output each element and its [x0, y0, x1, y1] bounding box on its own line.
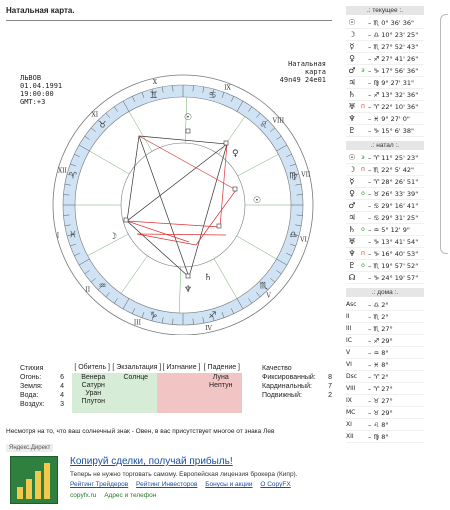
zodiac-sign-glyph: ♈ — [68, 171, 77, 182]
dom-glyph: IC — [346, 337, 352, 344]
element-stats — [20, 364, 64, 409]
dom-row — [346, 395, 424, 407]
zodiac-sign-glyph: ♉ — [98, 120, 107, 131]
house-number: VI — [300, 236, 307, 244]
natal-row — [346, 176, 424, 188]
dom-degree: – ♐ 29° — [368, 336, 393, 345]
current-glyph: ♀ — [349, 54, 355, 63]
dom-row — [346, 335, 424, 347]
current-header: .: текущее :. — [346, 6, 424, 15]
natal-glyph: ☉ — [348, 153, 356, 162]
ad-text: Теперь не нужно торговать самому. Европейская лицензия брокера (Кипр). — [70, 471, 298, 478]
zodiac-sign-glyph: ♊ — [149, 90, 158, 101]
dom-glyph: XI — [346, 421, 352, 428]
natal-row — [346, 248, 424, 260]
current-degree: – ♈ 22° 10' 36" — [368, 102, 419, 111]
svg-text:♄: ♄ — [204, 273, 213, 283]
natal-header: .: натал :. — [346, 141, 424, 150]
dom-degree: – ♎ 2° — [368, 300, 389, 309]
house-number: II — [85, 286, 91, 294]
current-degree: – ♐ 13° 32' 36" — [368, 90, 419, 99]
dom-row — [346, 371, 424, 383]
current-glyph: ♆ — [348, 114, 356, 123]
current-marker: э — [361, 67, 365, 74]
natal-degree: – ♏ 19° 57' 52" — [368, 261, 419, 270]
natal-marker: о — [361, 226, 365, 233]
ad-block[interactable] — [6, 444, 332, 508]
current-degree: – ♍ 9° 27' 31" — [368, 78, 415, 87]
house-number: VIII — [272, 117, 285, 125]
rulership-column: Венера Сатурн Уран Плутон — [72, 373, 115, 413]
birth-city: ЛЬВОВ — [20, 74, 42, 82]
svg-text:♀: ♀ — [232, 149, 239, 159]
natal-glyph: ♂ — [348, 201, 356, 210]
current-degree: – ♑ 15° 6' 38" — [368, 126, 415, 135]
title-divider — [6, 20, 332, 21]
dom-row — [346, 419, 424, 431]
current-degree: – ♓ 9° 27' 0" — [368, 114, 410, 123]
current-positions — [346, 17, 424, 137]
chart-caption-coords: 49n49 24e01 — [279, 76, 326, 84]
house-number: VII — [301, 171, 311, 179]
ad-link[interactable]: Бонусы и акции — [205, 481, 253, 488]
current-glyph: ☽ — [348, 30, 356, 39]
birth-time: 19:00:00 — [20, 90, 54, 98]
natal-marker: п — [361, 250, 365, 257]
dom-glyph: IX — [346, 397, 352, 404]
zodiac-sign-glyph: ♑ — [149, 311, 158, 322]
stat-row: Огонь: 6 — [20, 374, 64, 381]
dom-row — [346, 407, 424, 419]
natal-degree: – ♒ 5° 12' 9" — [368, 225, 410, 234]
stat-row: Вода: 4 — [20, 392, 64, 399]
natal-degree: – ♈ 11° 25' 23" — [368, 153, 419, 162]
dom-row — [346, 311, 424, 323]
current-row — [346, 101, 424, 113]
natal-row — [346, 272, 424, 284]
natal-marker: о — [361, 262, 365, 269]
zodiac-sign-glyph: ♌ — [259, 120, 268, 131]
ad-footer — [70, 492, 162, 499]
chart-caption-title: Натальная карта — [288, 60, 326, 76]
dom-row — [346, 347, 424, 359]
birth-tz: GMT:+3 — [20, 98, 46, 106]
house-number: III — [133, 319, 141, 327]
natal-glyph: ♀ — [349, 189, 355, 198]
dom-glyph: III — [346, 325, 352, 332]
current-row — [346, 65, 424, 77]
header-fall: [ Падение ] — [203, 364, 241, 371]
current-row — [346, 41, 424, 53]
dom-degree: – ♏ 2° — [368, 312, 389, 321]
ad-label[interactable]: Яндекс.Директ — [6, 444, 53, 452]
dom-degree: – ♓ 8° — [368, 360, 389, 369]
zodiac-sign-glyph: ♒ — [98, 281, 107, 292]
current-degree: – ♏ 0° 36' 36" — [368, 18, 415, 27]
dom-row — [346, 323, 424, 335]
natal-glyph: ☊ — [348, 273, 356, 282]
natal-row — [346, 260, 424, 272]
dom-glyph: VIII — [346, 385, 356, 392]
ad-link[interactable]: О CopyFX — [260, 481, 291, 488]
header-rulership: [ Обитель ] — [74, 364, 110, 371]
dom-degree: – ♈ 2° — [368, 372, 389, 381]
ad-thumbnail[interactable] — [10, 456, 58, 504]
natal-degree: – ♑ 13° 41' 54" — [368, 237, 419, 246]
current-row — [346, 89, 424, 101]
natal-row — [346, 164, 424, 176]
house-number: IX — [224, 84, 231, 92]
current-glyph: ♅ — [348, 102, 356, 111]
natal-glyph: ☿ — [349, 177, 355, 186]
dom-degree: – ♌ 8° — [368, 420, 389, 429]
birth-info — [20, 74, 62, 106]
natal-glyph: ♅ — [348, 237, 356, 246]
current-degree: – ♑ 17° 56' 36" — [368, 66, 419, 75]
zodiac-sign-glyph: ♎ — [289, 230, 298, 241]
dom-glyph: VI — [346, 361, 352, 368]
dom-degree: – ♏ 27° — [368, 324, 393, 333]
natal-row — [346, 224, 424, 236]
element-stats-header: Стихия — [20, 365, 44, 372]
dom-degree: – ♉ 29° — [368, 408, 393, 417]
zodiac-sign-glyph: ♓ — [68, 230, 77, 241]
current-marker: п — [361, 103, 365, 110]
chart-caption — [264, 60, 326, 84]
current-glyph: ♇ — [348, 126, 356, 135]
current-row — [346, 113, 424, 125]
dom-degree: – ♒ 8° — [368, 348, 389, 357]
dignity-headers — [72, 364, 242, 371]
current-glyph: ☉ — [348, 18, 356, 27]
quality-stats — [262, 364, 332, 400]
svg-text:☽: ☽ — [109, 232, 118, 242]
dom-glyph: V — [346, 349, 351, 356]
dom-row — [346, 383, 424, 395]
house-number: XI — [91, 111, 99, 119]
quality-row: Фиксированный: 8 — [262, 374, 332, 381]
zodiac-sign-glyph: ♐ — [208, 311, 217, 322]
stat-row: Воздух: 3 — [20, 401, 64, 408]
header-exaltation: [ Экзальтация ] — [112, 364, 162, 371]
dom-glyph: Dsc — [346, 373, 358, 380]
natal-marker: э — [361, 154, 365, 161]
natal-degree: – ♏ 22° 5' 42" — [368, 165, 415, 174]
dom-glyph: II — [346, 313, 350, 320]
ad-link[interactable]: Рейтинг Инвесторов — [136, 481, 198, 488]
dom-degree: – ♍ 8° — [368, 432, 389, 441]
dom-glyph: XII — [346, 433, 354, 440]
house-number: XII — [57, 167, 67, 175]
natal-row — [346, 188, 424, 200]
side-panel-edge — [440, 14, 448, 254]
fall-column: Луна Нептун — [200, 373, 243, 413]
house-number: X — [152, 78, 158, 86]
svg-text:☉: ☉ — [184, 113, 193, 123]
natal-glyph: ♄ — [348, 225, 356, 234]
zodiac-sign-glyph: ♏ — [259, 281, 268, 292]
natal-glyph: ♇ — [348, 261, 356, 270]
natal-row — [346, 212, 424, 224]
quality-header: Качество — [262, 365, 292, 372]
houses-header: .: дома :. — [346, 288, 424, 297]
house-number: IV — [205, 325, 212, 333]
natal-glyph: ♆ — [348, 249, 356, 258]
current-glyph: ♂ — [348, 66, 356, 75]
dom-degree: – ♈ 27° — [368, 384, 393, 393]
detriment-column — [157, 373, 200, 413]
dom-row — [346, 359, 424, 371]
natal-positions — [346, 152, 424, 284]
natal-row — [346, 200, 424, 212]
exaltation-column: Солнце — [115, 373, 158, 413]
natal-marker: о — [361, 190, 365, 197]
natal-marker: п — [361, 166, 365, 173]
dom-glyph: Asc — [346, 301, 357, 308]
house-positions — [346, 299, 424, 443]
svg-text:☉: ☉ — [253, 196, 262, 206]
current-degree: – ♐ 27° 41' 26" — [368, 54, 419, 63]
natal-chart — [6, 30, 326, 335]
header-detriment: [ Изгнание ] — [162, 364, 201, 371]
quality-row: Подвижный: 2 — [262, 392, 332, 399]
natal-degree: – ♋ 29° 31' 25" — [368, 213, 419, 222]
dom-degree: – ♉ 27° — [368, 396, 393, 405]
current-degree: – ♎ 10° 23' 25" — [368, 30, 419, 39]
natal-degree: – ♋ 29° 16' 41" — [368, 201, 419, 210]
page-title: Натальная карта. — [6, 6, 75, 15]
current-glyph: ♄ — [348, 90, 356, 99]
sign-note: Несмотря на то, что ваш солнечный знак - Овен, в вас присутствует многое от знака Лев — [6, 428, 275, 435]
zodiac-sign-glyph: ♍ — [289, 171, 298, 182]
zodiac-sign-glyph: ♋ — [208, 90, 217, 101]
natal-degree: – ♈ 28° 26' 51" — [368, 177, 419, 186]
current-row — [346, 29, 424, 41]
dignity-table — [72, 364, 242, 413]
natal-row — [346, 152, 424, 164]
current-degree: – ♏ 27° 52' 43" — [368, 42, 419, 51]
natal-degree: – ♑ 24° 19' 57" — [368, 273, 419, 282]
current-row — [346, 17, 424, 29]
ad-links — [70, 481, 297, 488]
ad-link[interactable]: Рейтинг Трейдеров — [70, 481, 129, 488]
natal-degree: – ♉ 26° 33' 39" — [368, 189, 419, 198]
svg-text:♆: ♆ — [184, 285, 193, 295]
natal-row — [346, 236, 424, 248]
birth-date: 01.04.1991 — [20, 82, 63, 90]
house-number: V — [266, 292, 271, 300]
current-row — [346, 125, 424, 137]
current-glyph: ♃ — [348, 78, 356, 87]
current-row — [346, 53, 424, 65]
quality-row: Кардинальный: 7 — [262, 383, 332, 390]
ad-domain[interactable]: copyfx.ru — [70, 492, 97, 499]
natal-glyph: ☽ — [348, 165, 356, 174]
stat-row: Земля: 4 — [20, 383, 64, 390]
house-number: I — [56, 232, 60, 240]
dom-glyph: MC — [346, 409, 356, 416]
ad-title-link[interactable]: Копируй сделки, получай прибыль! — [70, 456, 233, 467]
current-row — [346, 77, 424, 89]
natal-glyph: ♃ — [348, 213, 356, 222]
dom-row — [346, 299, 424, 311]
ad-address-link[interactable]: Адрес и телефон — [104, 492, 157, 499]
current-glyph: ☿ — [349, 42, 355, 51]
positions-sidebar — [346, 6, 424, 443]
natal-degree: – ♑ 16° 40' 53" — [368, 249, 419, 258]
dom-row — [346, 431, 424, 443]
